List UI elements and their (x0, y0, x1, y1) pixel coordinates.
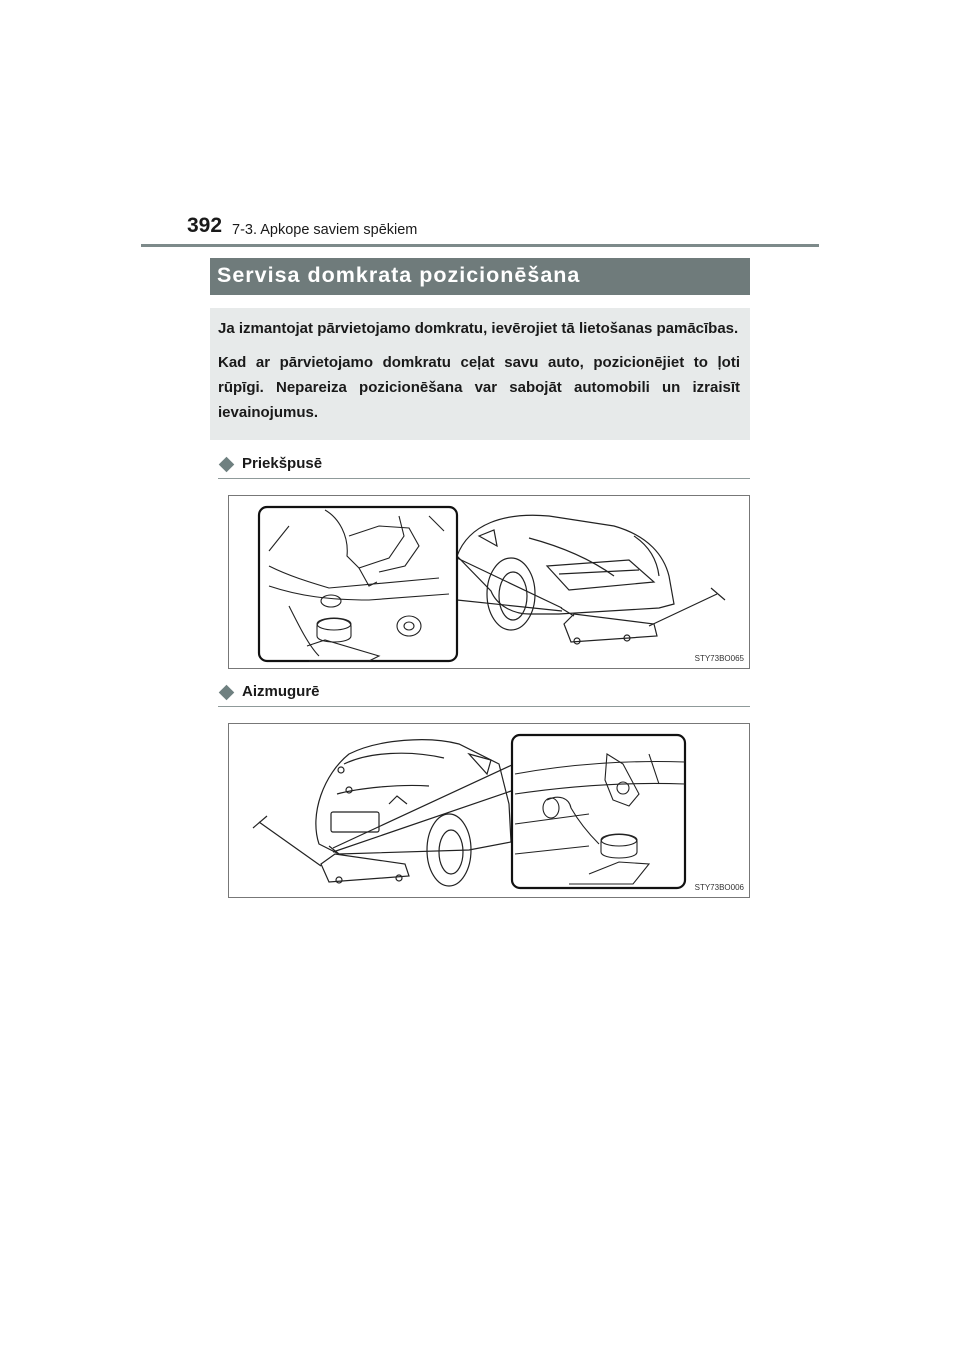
figure-front (228, 495, 750, 669)
subheading-front (218, 456, 750, 479)
header-rule (141, 244, 819, 247)
page-number: 392 (187, 214, 223, 237)
intro-paragraph-2: Kad ar pārvietojamo domkratu ceļat savu auto, pozicionējiet to ļoti rūpīgi. Nepareiza pozicionēšana var sabojāt automobili un izraisīt ievainojumus. (218, 354, 740, 421)
subheading-rear-text: Aizmugurē (242, 683, 320, 700)
page-title: Servisa domkrata pozicionēšana (217, 263, 581, 287)
subheading-rear (218, 684, 750, 707)
intro-paragraph-1: Ja izmantojat pārvietojamo domkratu, ievērojiet tā lietošanas pamācības. (218, 320, 739, 337)
section-label: 7-3. Apkope saviem spēkiem (232, 222, 418, 238)
figure-front-code: STY73BO065 (694, 654, 744, 663)
diamond-bullet-icon (219, 457, 235, 473)
rear-jack-illustration (229, 724, 749, 897)
title-bar (210, 258, 750, 295)
figure-rear-code: STY73BO006 (694, 883, 744, 892)
subheading-front-text: Priekšpusē (242, 455, 323, 472)
front-jack-illustration (229, 496, 749, 668)
diamond-bullet-icon (219, 685, 235, 701)
figure-rear (228, 723, 750, 898)
intro-box (210, 308, 750, 440)
